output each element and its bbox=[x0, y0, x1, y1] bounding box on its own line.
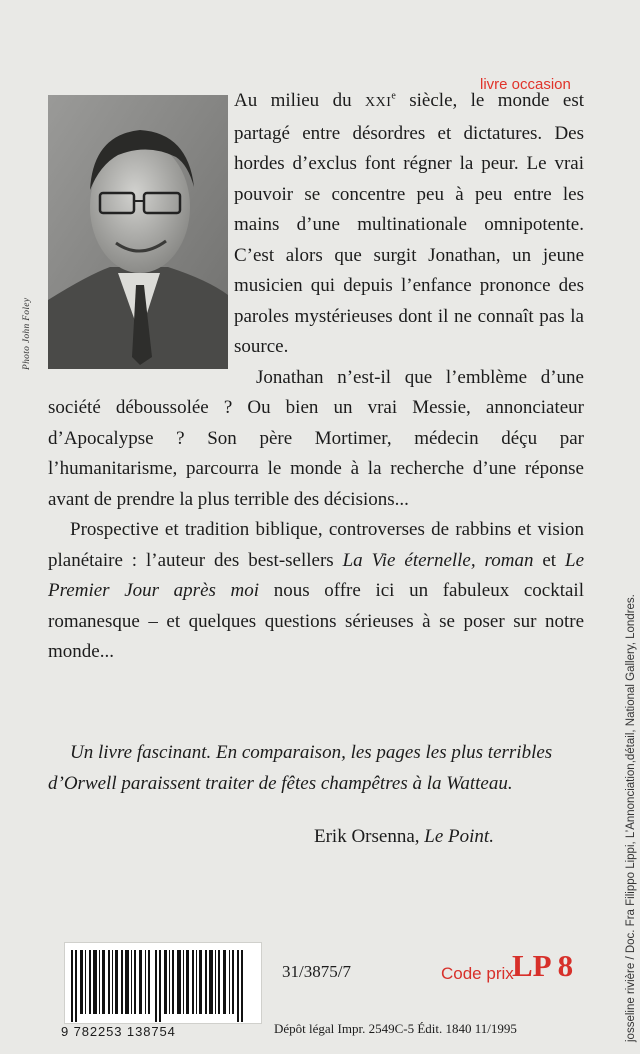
quote-text: Un livre fascinant. En comparaison, les pages les plus terribles d’Orwell paraissent traiter de fêtes champêtres à la Watteau. bbox=[48, 742, 553, 794]
blurb-p3-start: Prospective et tradition biblique, controverses de rabbins et vision planétaire : l’auteur des best-sellers bbox=[48, 519, 584, 571]
blurb bbox=[48, 86, 584, 668]
quote-author: Erik Orsenna, bbox=[314, 826, 425, 847]
watermark: livre occasion bbox=[480, 76, 571, 93]
price-code: LP 8 bbox=[512, 948, 574, 983]
press-quote bbox=[48, 738, 584, 799]
legal-deposit: Dépôt légal Impr. 2549C-5 Édit. 1840 11/1995 bbox=[274, 1021, 517, 1036]
quote-source: Le Point. bbox=[424, 826, 494, 847]
blurb-p1-start: Au milieu du bbox=[234, 90, 365, 111]
blurb-paragraph-2: Jonathan n’est-il que l’emblème d’une société déboussolée ? Ou bien un vrai Messie, annonciateur d’Apocalypse ? Son père Mortimer, médecin déçu par l’humanitarisme, parcourra le monde à la recherche d’une réponse avant de prendre la plus terrible des décisions... bbox=[48, 366, 584, 510]
barcode bbox=[61, 942, 261, 1039]
price-label: Code prix bbox=[441, 964, 514, 983]
century-numeral: XXI bbox=[365, 95, 392, 110]
barcode-number: 9 782253 138754 bbox=[61, 1024, 176, 1039]
cover-credit: josseline rivière / Doc. Fra Filippo Lippi, L’Annonciation,détail, National Gallery, Londres. bbox=[625, 594, 637, 1042]
century-superscript: e bbox=[391, 90, 396, 102]
photo-credit: Photo John Foley bbox=[22, 297, 32, 370]
book-title-2: Le Premier Jour après moi bbox=[48, 549, 584, 601]
blurb-paragraph-3 bbox=[48, 515, 584, 668]
book-title-1: La Vie éternelle, roman bbox=[342, 549, 534, 571]
quote-attribution bbox=[314, 826, 494, 848]
isbn-code: 31/3875/7 bbox=[282, 962, 351, 981]
blurb-p3-end: nous offre ici un fabuleux cocktail romanesque – et quelques questions sérieuses à se poser sur notre monde... bbox=[48, 580, 584, 662]
blurb-p1-rest: siècle, le monde est partagé entre désordres et dictatures. Des hordes d’exclus font régner la peur. Le vrai pouvoir se concentre peu à peu entre les mains d’une multinationale omnipotente. C’est alors que surgit Jonathan, un jeune musicien qui depuis l’enfance prononce des paroles mystérieuses dont il ne connaît pas la source. bbox=[234, 90, 584, 357]
blurb-p3-and: et bbox=[533, 549, 565, 571]
photo-spacer bbox=[48, 86, 234, 390]
barcode-bars bbox=[71, 950, 251, 1022]
